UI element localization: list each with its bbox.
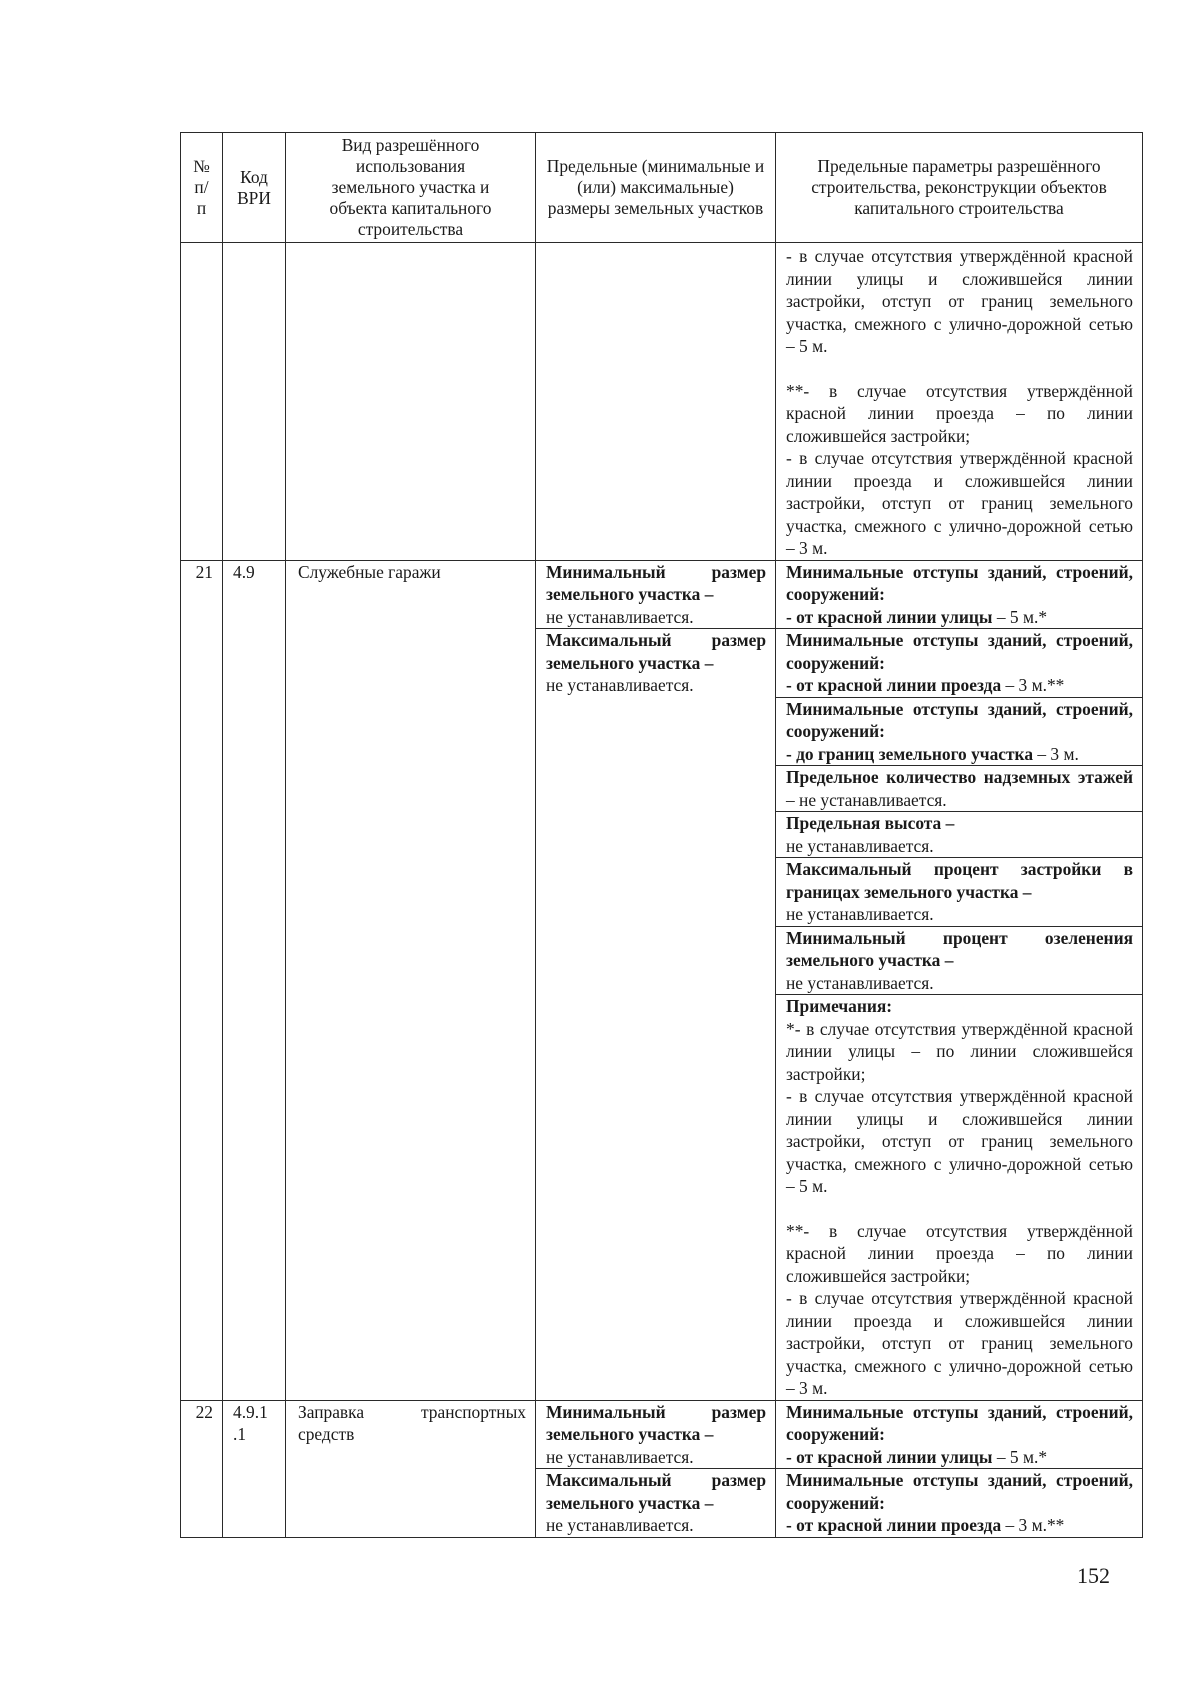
row-21-num: 21 xyxy=(181,560,223,1400)
header-type: Вид разрешённого использования земельного участка и объекта капитального строительства xyxy=(286,133,536,243)
table-header-row xyxy=(181,133,1143,243)
max-size-value: не устанавливается. xyxy=(546,675,694,695)
row-21-param-4: Предельное количество надземных этажей – не устанавливается. xyxy=(776,766,1143,812)
min-size-value: не устанавливается. xyxy=(546,606,694,627)
note-4: - в случае отсутствия утверждённой красной линии проезда и сложившейся линии застройки, отступ от границ земельного участка, смежного с улично-дорожной сетью – 3 м. xyxy=(786,1288,1133,1398)
row-21-notes xyxy=(776,995,1143,1401)
min-size-label: Минимальный размер земельного участка – xyxy=(546,561,766,604)
row-22-num: 22 xyxy=(181,1400,223,1537)
table-row-21 xyxy=(181,560,1143,629)
cont-note-1: - в случае отсутствия утверждённой красной линии улицы и сложившейся линии застройки, отступ от границ земельного участка, смежного с улично-дорожной сетью – 5 м. xyxy=(786,246,1133,356)
row-21-param-3: Минимальные отступы зданий, строений, сооружений: - до границ земельного участка – 3 м. xyxy=(776,697,1143,766)
row-21-type: Служебные гаражи xyxy=(286,560,536,1400)
note-2: - в случае отсутствия утверждённой красной линии улицы и сложившейся линии застройки, отступ от границ земельного участка, смежного с улично-дорожной сетью – 5 м. xyxy=(786,1086,1133,1196)
row-21-code: 4.9 xyxy=(223,560,286,1400)
page-number: 152 xyxy=(1077,1563,1110,1588)
max-size-label: Максимальный размер земельного участка – xyxy=(546,630,766,673)
row-22-code: 4.9.1 .1 xyxy=(223,1400,286,1537)
note-3: **- в случае отсутствия утверждённой красной линии проезда – по линии сложившейся застройки; xyxy=(786,1220,1133,1286)
continuation-notes xyxy=(776,243,1143,561)
table-row-continuation xyxy=(181,243,1143,561)
row-21-param-1: Минимальные отступы зданий, строений, сооружений: - от красной линии улицы – 5 м.* xyxy=(776,560,1143,629)
header-params: Предельные параметры разрешённого строительства, реконструкции объектов капитального строительства xyxy=(776,133,1143,243)
row-21-min-size xyxy=(536,560,776,629)
note-1: *- в случае отсутствия утверждённой красной линии улицы – по линии сложившейся застройки; xyxy=(786,1018,1133,1084)
row-21-param-7: Минимальный процент озеленения земельного участка – не устанавливается. xyxy=(776,926,1143,995)
notes-title: Примечания: xyxy=(786,996,893,1016)
row-22-type: Заправка транспортных средств xyxy=(286,1400,536,1537)
row-21-param-6: Максимальный процент застройки в границах земельного участка – не устанавливается. xyxy=(776,858,1143,927)
row-22-param-2: Минимальные отступы зданий, строений, сооружений: - от красной линии проезда – 3 м.** xyxy=(776,1469,1143,1538)
header-code: Код ВРИ xyxy=(223,133,286,243)
header-num: № п/ п xyxy=(181,133,223,243)
cont-note-2: **- в случае отсутствия утверждённой красной линии проезда – по линии сложившейся застройки; xyxy=(786,380,1133,446)
table-row-22 xyxy=(181,1400,1143,1469)
row-22-param-1: Минимальные отступы зданий, строений, сооружений: - от красной линии улицы – 5 м.* xyxy=(776,1400,1143,1469)
row-22-max-size: Максимальный размер земельного участка – не устанавливается. xyxy=(536,1469,776,1538)
row-21-max-size xyxy=(536,629,776,1401)
row-22-min-size: Минимальный размер земельного участка – не устанавливается. xyxy=(536,1400,776,1469)
zoning-table xyxy=(180,132,1143,1538)
row-21-param-2: Минимальные отступы зданий, строений, сооружений: - от красной линии проезда – 3 м.** xyxy=(776,629,1143,698)
cont-note-3: - в случае отсутствия утверждённой красной линии проезда и сложившейся линии застройки, отступ от границ земельного участка, смежного с улично-дорожной сетью – 3 м. xyxy=(786,448,1133,558)
header-sizes: Предельные (минимальные и (или) максимальные) размеры земельных участков xyxy=(536,133,776,243)
row-21-param-5: Предельная высота – не устанавливается. xyxy=(776,812,1143,858)
